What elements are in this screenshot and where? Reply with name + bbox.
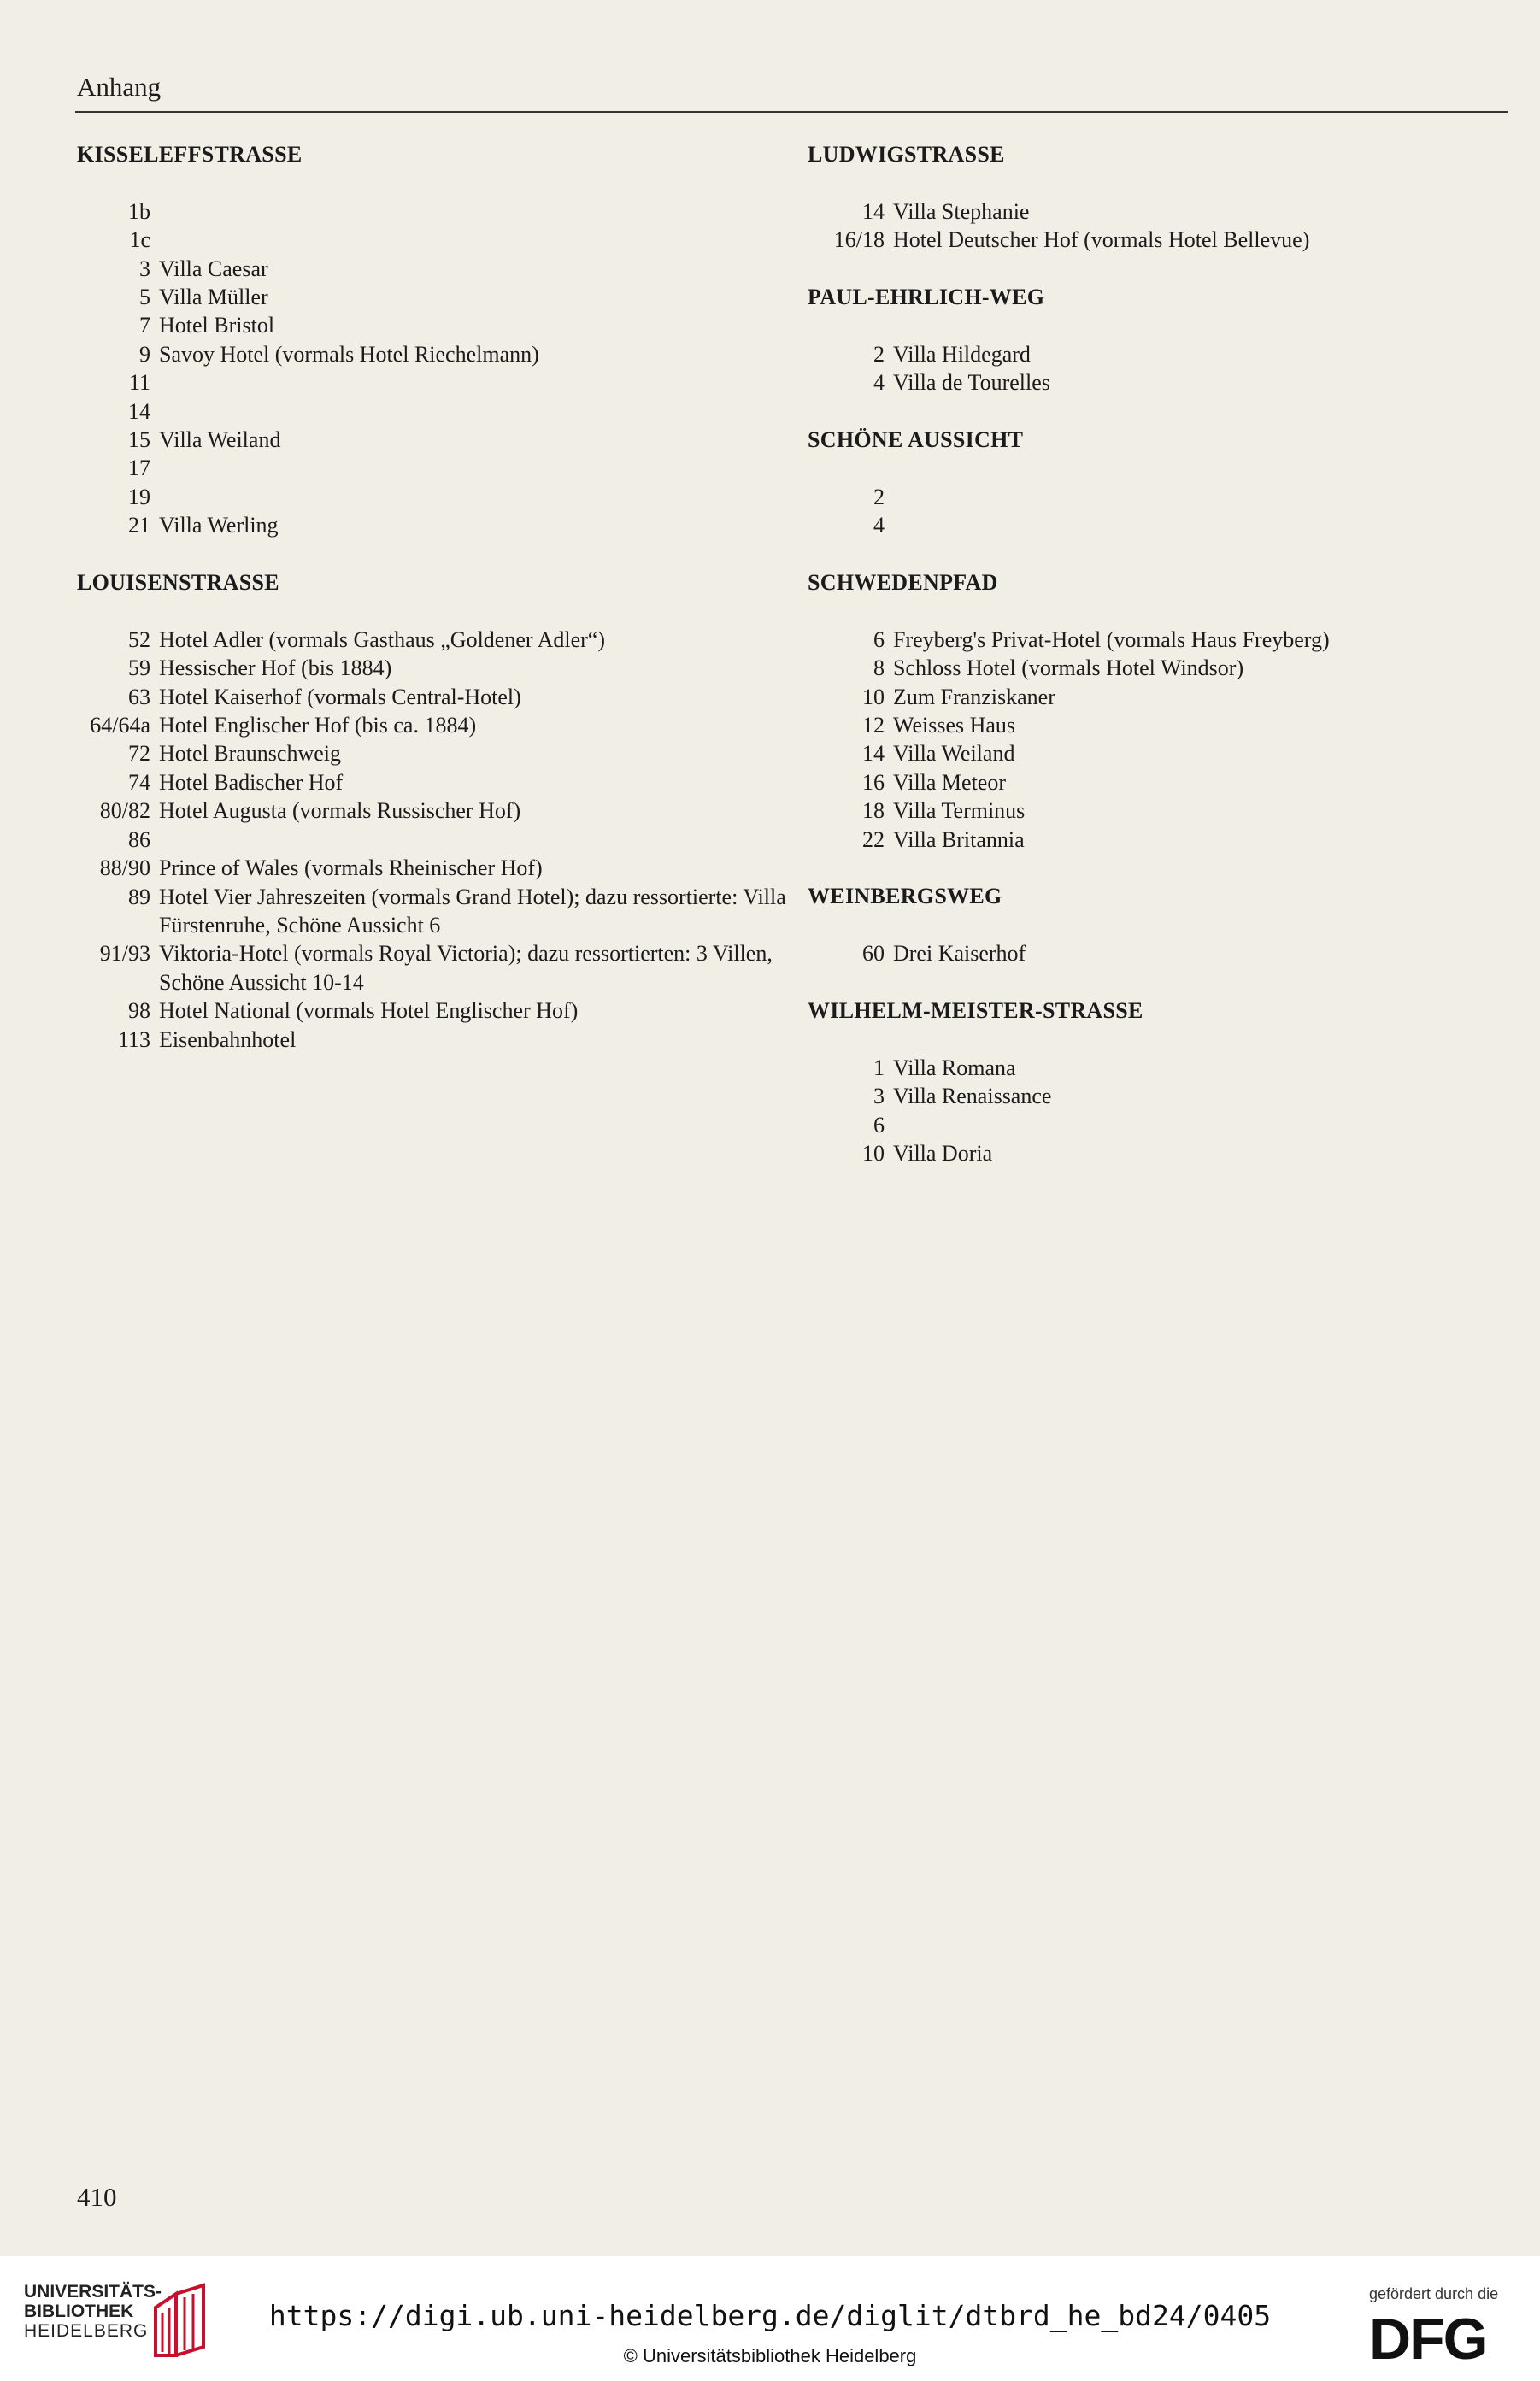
house-number: 14 bbox=[128, 398, 150, 424]
house-number: 4 bbox=[873, 513, 885, 538]
list-item bbox=[808, 626, 1508, 654]
house-number: 2 bbox=[873, 341, 885, 367]
building-name: Hessischer Hof (bis 1884) bbox=[159, 656, 392, 681]
entry-list bbox=[808, 939, 1508, 967]
entry-list bbox=[808, 197, 1508, 255]
copyright-notice: © Universitätsbibliothek Heidelberg bbox=[623, 2345, 917, 2366]
house-number: 10 bbox=[862, 684, 885, 709]
building-name: Villa Britannia bbox=[893, 826, 1025, 852]
building-name: Zum Franziskaner bbox=[893, 684, 1055, 709]
street-section bbox=[77, 568, 795, 1054]
entry-list bbox=[77, 626, 795, 1054]
list-item bbox=[808, 368, 1508, 397]
list-item bbox=[808, 1139, 1508, 1167]
library-name-line1: UNIVERSITÄTS- bbox=[24, 2282, 162, 2302]
list-item bbox=[77, 883, 795, 940]
list-item bbox=[77, 854, 795, 882]
street-heading: PAUL-EHRLICH-WEG bbox=[808, 285, 1045, 309]
list-item bbox=[808, 711, 1508, 739]
list-item bbox=[77, 654, 795, 682]
list-item bbox=[808, 340, 1508, 368]
left-column bbox=[77, 140, 795, 1082]
building-name: Hotel National (vormals Hotel Englischer Hof) bbox=[159, 998, 579, 1024]
house-number: 72 bbox=[128, 741, 150, 767]
entry-list bbox=[808, 1054, 1508, 1168]
building-name: Hotel Deutscher Hof (vormals Hotel Bellevue) bbox=[893, 227, 1310, 253]
house-number: 8 bbox=[873, 656, 885, 681]
dfg-logo[interactable] bbox=[1369, 2309, 1514, 2366]
street-heading: LOUISENSTRASSE bbox=[77, 570, 279, 596]
building-name: Hotel Englischer Hof (bis ca. 1884) bbox=[159, 713, 477, 738]
building-name: Hotel Kaiserhof (vormals Central-Hotel) bbox=[159, 684, 521, 709]
list-item bbox=[77, 397, 795, 426]
list-item bbox=[808, 1111, 1508, 1139]
header-rule bbox=[75, 111, 1508, 113]
dfg-logo-text: DFG bbox=[1369, 2309, 1487, 2366]
list-item bbox=[77, 683, 795, 711]
house-number: 15 bbox=[128, 427, 150, 453]
building-name: Villa Hildegard bbox=[893, 341, 1031, 367]
house-number: 98 bbox=[128, 998, 150, 1024]
house-number: 59 bbox=[128, 656, 150, 681]
house-number: 1 bbox=[873, 1055, 885, 1080]
building-name: Hotel Badischer Hof bbox=[159, 769, 344, 795]
building-name: Hotel Adler (vormals Gasthaus „Goldener Adler“) bbox=[159, 626, 606, 652]
list-item bbox=[77, 454, 795, 482]
list-item bbox=[77, 283, 795, 311]
list-item bbox=[808, 797, 1508, 825]
building-name: Villa Weiland bbox=[159, 427, 281, 453]
street-heading: SCHÖNE AUSSICHT bbox=[808, 427, 1024, 452]
list-item bbox=[77, 996, 795, 1025]
list-item bbox=[808, 226, 1508, 254]
street-heading: KISSELEFFSTRASSE bbox=[77, 142, 303, 167]
house-number: 113 bbox=[117, 1026, 150, 1052]
document-url-link[interactable]: https://digi.ub.uni-heidelberg.de/diglit/dtbrd_he_bd24/0405 bbox=[268, 2299, 1272, 2332]
list-item bbox=[77, 197, 795, 226]
list-item bbox=[77, 826, 795, 854]
list-item bbox=[77, 255, 795, 283]
library-name-line3: HEIDELBERG bbox=[24, 2321, 149, 2341]
list-item bbox=[77, 368, 795, 397]
street-section bbox=[808, 882, 1508, 967]
house-number: 4 bbox=[873, 370, 885, 396]
house-number: 6 bbox=[873, 1112, 885, 1138]
list-item bbox=[77, 739, 795, 767]
building-name: Savoy Hotel (vormals Hotel Riechelmann) bbox=[159, 341, 539, 367]
house-number: 5 bbox=[139, 285, 150, 310]
page-number: 410 bbox=[77, 2182, 117, 2212]
street-heading: WILHELM-MEISTER-STRASSE bbox=[808, 998, 1143, 1024]
list-item bbox=[808, 1054, 1508, 1082]
entry-list bbox=[808, 483, 1508, 540]
list-item bbox=[77, 797, 795, 825]
house-number: 52 bbox=[128, 626, 150, 652]
building-name: Hotel Bristol bbox=[159, 313, 275, 338]
house-number: 19 bbox=[128, 484, 150, 509]
list-item bbox=[77, 939, 795, 996]
list-item bbox=[808, 768, 1508, 797]
house-number: 14 bbox=[862, 741, 885, 767]
street-heading: WEINBERGSWEG bbox=[808, 884, 1002, 909]
building-name: Villa Weiland bbox=[893, 741, 1015, 767]
funding-note: gefördert durch die bbox=[1369, 2285, 1499, 2302]
house-number: 74 bbox=[128, 769, 150, 795]
house-number: 6 bbox=[873, 626, 885, 652]
list-item bbox=[808, 739, 1508, 767]
house-number: 16 bbox=[862, 769, 885, 795]
list-item bbox=[808, 654, 1508, 682]
list-item bbox=[77, 311, 795, 339]
house-number: 64/64a bbox=[90, 713, 150, 738]
entry-list bbox=[77, 197, 795, 540]
list-item bbox=[77, 1026, 795, 1054]
list-item bbox=[808, 1082, 1508, 1110]
street-section bbox=[808, 283, 1508, 397]
list-item bbox=[808, 939, 1508, 967]
building-name: Hotel Braunschweig bbox=[159, 741, 342, 767]
house-number: 86 bbox=[128, 826, 150, 852]
building-name: Viktoria-Hotel (vormals Royal Victoria); dazu ressortierten: 3 Villen, Schöne Aussicht 10-14 bbox=[159, 941, 773, 995]
house-number: 2 bbox=[873, 484, 885, 509]
list-item bbox=[808, 511, 1508, 539]
house-number: 7 bbox=[139, 313, 150, 338]
building-name: Villa Müller bbox=[159, 285, 268, 310]
list-item bbox=[77, 511, 795, 539]
house-number: 89 bbox=[128, 884, 150, 909]
list-item bbox=[77, 340, 795, 368]
building-name: Hotel Augusta (vormals Russischer Hof) bbox=[159, 798, 521, 824]
building-name: Villa Meteor bbox=[893, 769, 1007, 795]
list-item bbox=[77, 768, 795, 797]
list-item bbox=[77, 626, 795, 654]
building-name: Villa Caesar bbox=[159, 256, 268, 281]
building-name: Weisses Haus bbox=[893, 713, 1016, 738]
house-number: 60 bbox=[862, 941, 885, 967]
running-head: Anhang bbox=[77, 72, 162, 102]
list-item bbox=[77, 226, 795, 254]
house-number: 18 bbox=[862, 798, 885, 824]
street-section bbox=[808, 426, 1508, 540]
house-number: 14 bbox=[862, 198, 885, 224]
house-number: 21 bbox=[128, 513, 150, 538]
building-name: Eisenbahnhotel bbox=[159, 1026, 297, 1052]
list-item bbox=[808, 483, 1508, 511]
street-section bbox=[808, 568, 1508, 854]
footer-bar bbox=[0, 2256, 1540, 2381]
street-section bbox=[77, 140, 795, 540]
house-number: 10 bbox=[862, 1141, 885, 1167]
street-section bbox=[808, 996, 1508, 1167]
list-item bbox=[808, 826, 1508, 854]
right-column bbox=[808, 140, 1508, 1196]
building-name: Villa de Tourelles bbox=[893, 370, 1050, 396]
list-item bbox=[77, 711, 795, 739]
building-name: Schloss Hotel (vormals Hotel Windsor) bbox=[893, 656, 1244, 681]
building-name: Villa Doria bbox=[893, 1141, 993, 1167]
list-item bbox=[808, 197, 1508, 226]
house-number: 1c bbox=[129, 227, 150, 253]
house-number: 3 bbox=[139, 256, 150, 281]
building-name: Drei Kaiserhof bbox=[893, 941, 1026, 967]
building-name: Villa Romana bbox=[893, 1055, 1016, 1080]
house-number: 17 bbox=[128, 456, 150, 481]
house-number: 3 bbox=[873, 1084, 885, 1109]
house-number: 1b bbox=[128, 198, 150, 224]
house-number: 80/82 bbox=[99, 798, 150, 824]
street-heading: SCHWEDENPFAD bbox=[808, 570, 998, 595]
building-name: Villa Terminus bbox=[893, 798, 1026, 824]
house-number: 11 bbox=[128, 370, 150, 396]
building-name: Freyberg's Privat-Hotel (vormals Haus Freyberg) bbox=[893, 626, 1330, 652]
entry-list bbox=[808, 340, 1508, 397]
building-name: Hotel Vier Jahreszeiten (vormals Grand Hotel); dazu ressortierte: Villa Fürstenruhe, Schöne Aussicht 6 bbox=[159, 884, 786, 938]
street-section bbox=[808, 140, 1508, 255]
house-number: 22 bbox=[862, 826, 885, 852]
house-number: 91/93 bbox=[99, 941, 150, 967]
building-name: Villa Stephanie bbox=[893, 198, 1030, 224]
house-number: 9 bbox=[139, 341, 150, 367]
list-item bbox=[77, 483, 795, 511]
house-number: 88/90 bbox=[99, 855, 150, 881]
building-name: Villa Werling bbox=[159, 513, 279, 538]
building-name: Prince of Wales (vormals Rheinischer Hof) bbox=[159, 855, 543, 881]
street-heading: LUDWIGSTRASSE bbox=[808, 142, 1005, 167]
entry-list bbox=[808, 626, 1508, 854]
library-name-line2: BIBLIOTHEK bbox=[24, 2302, 134, 2321]
list-item bbox=[808, 683, 1508, 711]
house-number: 12 bbox=[862, 713, 885, 738]
building-name: Villa Renaissance bbox=[893, 1084, 1052, 1109]
house-number: 16/18 bbox=[833, 227, 885, 253]
house-number: 63 bbox=[128, 684, 150, 709]
list-item bbox=[77, 426, 795, 454]
